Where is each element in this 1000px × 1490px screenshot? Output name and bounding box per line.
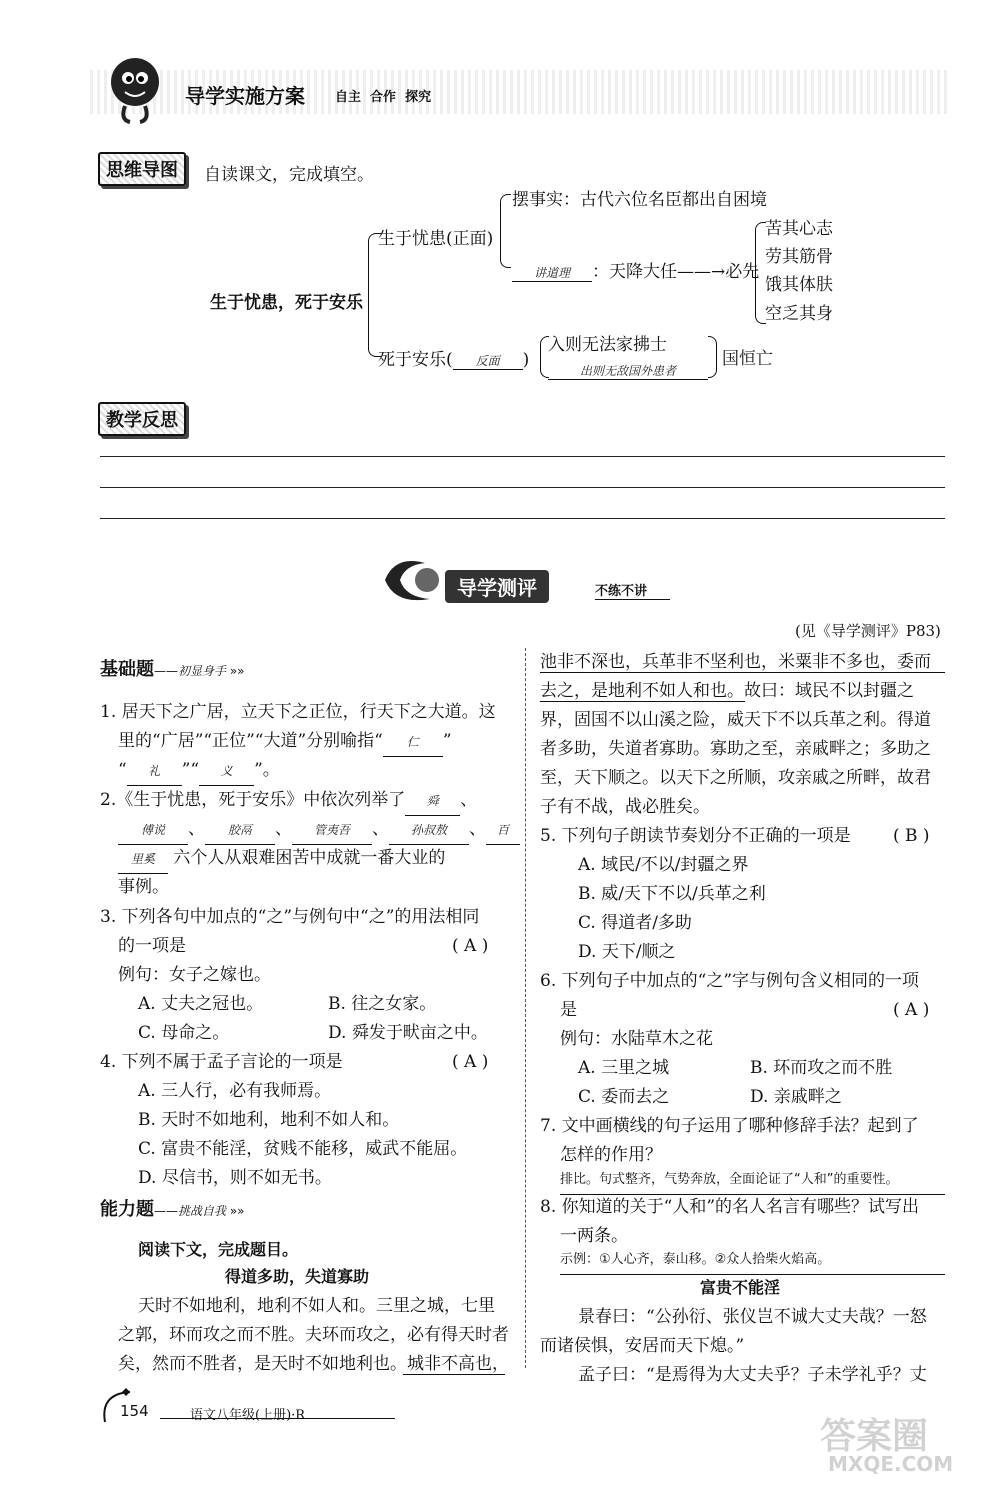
branch1-brace — [500, 194, 511, 268]
passage-title: 得道多助，失道寡助 — [225, 1267, 370, 1286]
mindmap-root: 生于忧患，死于安乐 — [210, 293, 363, 313]
passage2-line-3: 孟子曰：“是焉得为大丈夫乎？子未学礼乎？丈 — [578, 1365, 927, 1385]
q6-option-a: A. 三里之城 — [578, 1058, 670, 1078]
banner-swirl-icon — [375, 555, 455, 605]
q1-line1: 1. 居天下之广居，立天下之正位，行天下之大道。这 — [100, 702, 496, 722]
q1-text: 里的“广居”“正位”“大道”分别喻指“ — [118, 731, 383, 751]
q2-fill2: 傅说 — [118, 816, 188, 845]
passage2-title: 富贵不能淫 — [700, 1278, 781, 1297]
q3-example: 例句：女子之嫁也。 — [118, 965, 271, 985]
watermark-url: MXQE.COM — [828, 1452, 954, 1476]
q2-fill5: 孙叔敖 — [389, 816, 469, 845]
q1-open2: “ — [118, 760, 127, 780]
must-3: 饿其体肤 — [765, 275, 833, 295]
passage-line-2: 之郭，环而攻之而不胜。夫环而攻之，必有得天时者 — [118, 1325, 509, 1345]
mindmap-label: 思维导图 — [98, 152, 186, 186]
q7-line1: 7. 文中画横线的句子运用了哪种修辞手法？起到了 — [540, 1116, 919, 1136]
passage-underline — [403, 1374, 505, 1375]
must-4: 空乏其身 — [765, 304, 833, 324]
q4-option-d: D. 尽信书，则不如无书。 — [138, 1168, 332, 1188]
right-line-5: 至，天下顺之。以天下之所顺，攻亲戚之所畔，故君 — [540, 768, 931, 788]
q5-option-c: C. 得道者/多助 — [578, 913, 692, 933]
q6-option-b: B. 环而攻之而不胜 — [750, 1058, 893, 1078]
q1-line3 — [118, 756, 280, 786]
q2-fill3: 胶鬲 — [205, 816, 275, 845]
q6-line2: 是 — [560, 1000, 577, 1020]
inner2 — [548, 360, 708, 380]
q5-option-d: D. 天下/顺之 — [578, 942, 676, 962]
reason-rest: ：天降大任 — [592, 262, 677, 282]
q2-fill7: 里奚 — [118, 845, 168, 874]
passage-line-1: 天时不如地利，地利不如人和。三里之城，七里 — [138, 1296, 495, 1316]
banner-ref: (见《导学测评》P83) — [795, 622, 941, 640]
q4-option-a: A. 三人行，必有我师焉。 — [138, 1081, 332, 1101]
root-brace — [368, 233, 381, 357]
result-brace — [708, 336, 717, 378]
reflection-line-2 — [100, 487, 945, 488]
page-number: 154 — [120, 1402, 149, 1420]
q3-option-c: C. 母命之。 — [138, 1023, 230, 1043]
header-subtitle: 自主 合作 探究 — [335, 90, 432, 105]
inner1: 入则无法家拂士 — [548, 335, 667, 355]
q4-line1: 4. 下列不属于孟子言论的一项是 — [100, 1052, 343, 1072]
q1-fill1: 仁 — [383, 728, 443, 757]
q1-close: ” — [442, 731, 452, 751]
q8-line2: 一两条。 — [560, 1226, 628, 1246]
q2-line3 — [118, 844, 445, 874]
q1-sep: ”“ — [181, 760, 200, 780]
branch1: 生于忧患(正面) — [378, 229, 494, 249]
passage2-line-1: 景春曰：“公孙衍、张仪岂不诚大丈夫哉？一怒 — [578, 1307, 927, 1327]
banner-tag: 不练不讲 — [595, 580, 670, 600]
passage-line-3: 矣，然而不胜者，是天时不如地利也。城非不高也， — [118, 1354, 509, 1374]
q2-line2: 傅说 、 胶鬲 、 管夷吾 、 孙叔敖 、 百 — [118, 815, 520, 845]
footer-rule — [160, 1418, 395, 1419]
q7-answer: 排比。句式整齐，气势奔放，全面论证了“人和”的重要性。 — [560, 1166, 945, 1195]
header-title: 导学实施方案 — [185, 84, 305, 108]
watermark-logo: 答案圈 — [820, 1416, 929, 1457]
mindmap-fact: 摆事实：古代六位名臣都出自困境 — [512, 190, 767, 210]
chevrons-icon-2: »» — [226, 1204, 245, 1218]
q4-option-b: B. 天时不如地利，地利不如人和。 — [138, 1110, 400, 1130]
basic-title-sub: ——初显身手 — [154, 664, 227, 678]
q6-line1: 6. 下列句子中加点的“之”字与例句含义相同的一项 — [540, 971, 920, 991]
q2-fill1: 舜 — [405, 787, 460, 816]
mindmap-instruction: 自读课文，完成填空。 — [204, 165, 374, 185]
right-underline-2 — [540, 701, 745, 702]
ability-title-sub: ——挑战自我 — [154, 1204, 227, 1218]
ability-title — [100, 1195, 245, 1221]
q3-answer: ( A ) — [452, 936, 489, 956]
q1-line2 — [118, 727, 452, 757]
q4-answer: ( A ) — [452, 1052, 489, 1072]
book-title: 语文八年级(上册)·R — [190, 1408, 306, 1423]
q6-example: 例句：水陆草木之花 — [560, 1029, 713, 1049]
basic-title-text: 基础题 — [100, 659, 154, 680]
chevrons-icon: »» — [226, 664, 245, 678]
q2-line4: 事例。 — [118, 877, 169, 897]
q6-answer: ( A ) — [893, 1000, 930, 1020]
q3-option-d: D. 舜发于畎亩之中。 — [328, 1023, 488, 1043]
branch2-fill: 反面 — [453, 352, 523, 370]
mindmap-result: 国恒亡 — [722, 349, 773, 369]
ability-title-text: 能力题 — [100, 1199, 154, 1220]
inner2-fill: 出则无敌国外患者 — [548, 362, 708, 380]
reflection-line-1 — [100, 456, 945, 457]
q2-text2: 六个人从艰难困苦中成就一番大业的 — [173, 848, 446, 868]
q2-text: 2.《生于忧患，死于安乐》中依次列举了 — [100, 790, 406, 810]
right-line-2: 去之，是地利不如人和也。故曰：域民不以封疆之 — [540, 681, 914, 701]
right-underline-1 — [540, 672, 945, 673]
q7-line2: 怎样的作用？ — [560, 1145, 662, 1165]
q5-line: 5. 下列句子朗读节奏划分不正确的一项是 — [540, 826, 851, 846]
basic-title — [100, 655, 245, 681]
passage2-line-2: 而诸侯惧，安居而天下熄。” — [540, 1336, 745, 1356]
q2-line1 — [100, 786, 477, 816]
banner-title: 导学测评 — [445, 570, 549, 603]
right-line-1: 池非不深也，兵革非不坚利也，米粟非不多也，委而 — [540, 652, 931, 672]
q3-line1: 3. 下列各句中加点的“之”与例句中“之”的用法相同 — [100, 907, 480, 927]
reflection-label: 教学反思 — [98, 402, 186, 436]
reason-arrow: ——→必先 — [677, 262, 760, 282]
mindmap-reason — [512, 257, 759, 282]
q5-option-a: A. 域民/不以/封疆之界 — [578, 855, 749, 875]
q1-end: ”。 — [254, 760, 280, 780]
q5-option-b: B. 威/天下不以/兵革之利 — [578, 884, 766, 904]
column-divider — [525, 648, 526, 1368]
q2-fill4: 管夷吾 — [292, 816, 372, 845]
q8-line1: 8. 你知道的关于“人和”的名人名言有哪些？试写出 — [540, 1197, 920, 1217]
branch2-pre: 死于安乐( — [378, 350, 453, 370]
q8-answer: 示例：①人心齐，泰山移。②众人拾柴火焰高。 — [560, 1246, 945, 1275]
q6-option-d: D. 亲戚畔之 — [750, 1087, 842, 1107]
q3-option-a: A. 丈夫之冠也。 — [138, 994, 264, 1014]
branch2-post: ) — [522, 350, 530, 370]
right-line-6: 子有不战，战必胜矣。 — [540, 797, 710, 817]
q2-sep: 、 — [460, 790, 478, 810]
q5-answer: ( B ) — [893, 826, 930, 846]
branch2 — [378, 345, 529, 370]
reflection-line-3 — [100, 518, 945, 519]
q1-fill3: 义 — [199, 757, 254, 786]
must-1: 苦其心志 — [765, 219, 833, 239]
q4-option-c: C. 富贵不能淫，贫贱不能移，威武不能屈。 — [138, 1139, 468, 1159]
q2-fill6: 百 — [486, 816, 520, 845]
reason-fill: 讲道理 — [512, 264, 592, 282]
q1-fill2: 礼 — [127, 757, 182, 786]
q6-option-c: C. 委而去之 — [578, 1087, 670, 1107]
right-line-3: 界，固国不以山溪之险，威天下不以兵革之利。得道 — [540, 710, 931, 730]
mascot-icon — [100, 50, 170, 125]
must-2: 劳其筋骨 — [765, 247, 833, 267]
right-line-4: 者多助，失道者寡助。寡助之至，亲戚畔之；多助之 — [540, 739, 931, 759]
q3-option-b: B. 往之女家。 — [328, 994, 437, 1014]
q3-line2: 的一项是 — [118, 936, 186, 956]
ability-instruction: 阅读下文，完成题目。 — [138, 1240, 299, 1259]
